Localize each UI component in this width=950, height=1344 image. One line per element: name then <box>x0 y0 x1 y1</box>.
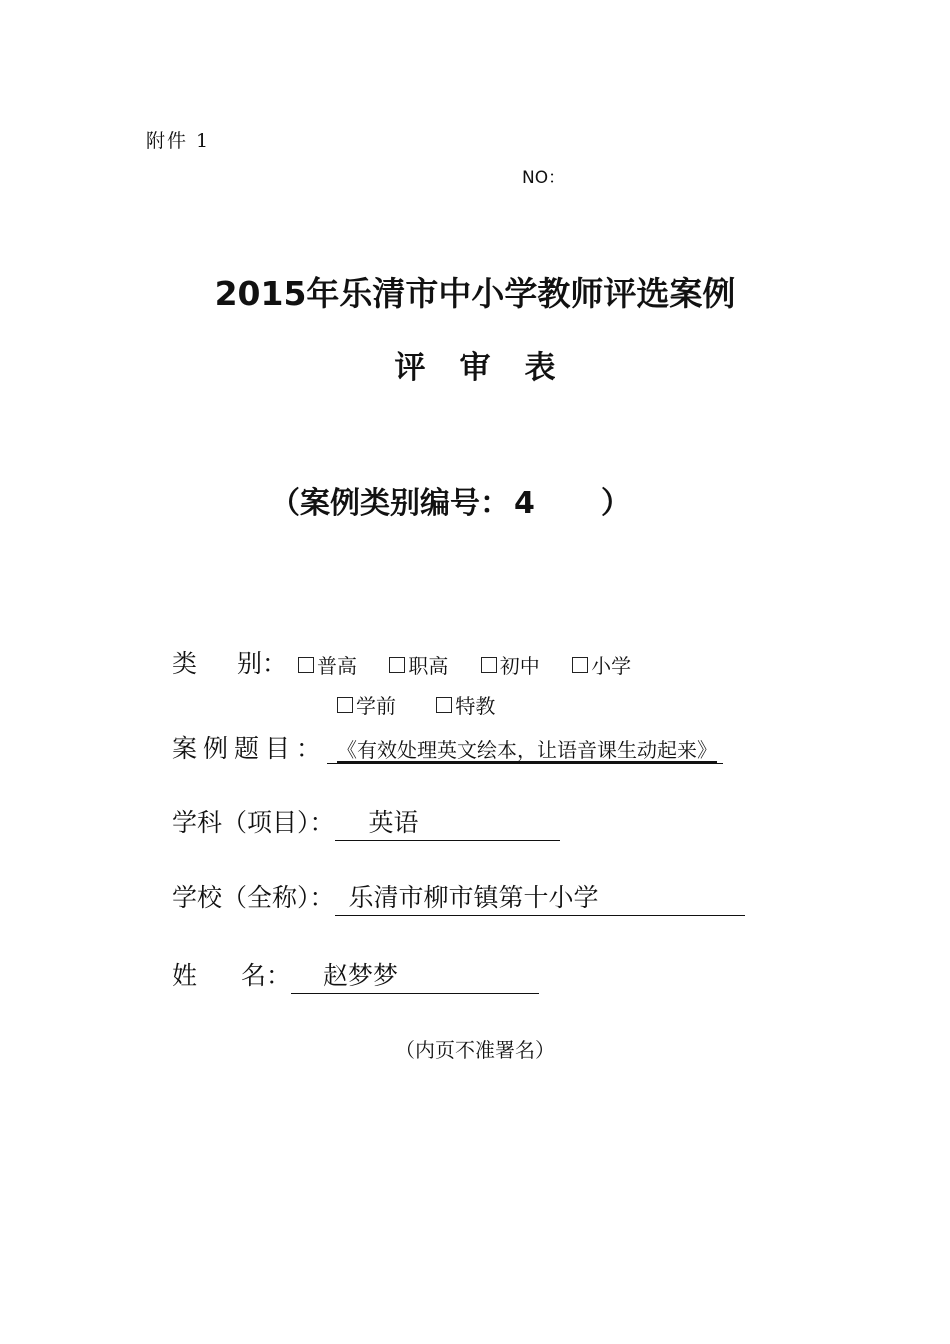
school-row <box>172 878 745 916</box>
category-code-value: 4 <box>514 486 535 521</box>
category-options-row2 <box>337 690 529 719</box>
category-label <box>172 644 287 680</box>
option-label: 职高 <box>408 654 449 678</box>
option-label: 小学 <box>591 654 632 678</box>
name-row <box>172 956 539 994</box>
attachment-label: 附件 1 <box>146 130 211 152</box>
category-code-label: （案例类别编号： <box>270 486 510 521</box>
option-label: 普高 <box>317 654 357 678</box>
option-label: 初中 <box>499 654 540 678</box>
checkbox-icon[interactable] <box>337 697 353 713</box>
document-title: 2015年乐清市中小学教师评选案例 <box>214 274 736 313</box>
option-chuzhong[interactable] <box>481 650 540 679</box>
option-xiaoxue[interactable] <box>572 650 631 679</box>
category-label-b: 别： <box>237 649 288 678</box>
case-title-row <box>172 729 723 765</box>
checkbox-icon[interactable] <box>298 657 314 673</box>
option-tejiao[interactable] <box>436 690 495 719</box>
category-code-close: ） <box>600 486 631 521</box>
checkbox-icon[interactable] <box>436 697 452 713</box>
category-label-a: 类 <box>172 649 198 678</box>
case-title-value[interactable]: 《有效处理英文绘本，让语音课生动起来》 <box>327 734 723 764</box>
subject-label: 学科（项目）： <box>172 808 335 837</box>
category-options-row1 <box>298 650 657 679</box>
checkbox-icon[interactable] <box>572 657 588 673</box>
anonymity-note: （内页不准署名） <box>395 1038 555 1062</box>
document-subtitle: 评审表 <box>394 350 590 386</box>
school-label: 学校（全称）： <box>172 883 335 912</box>
name-label-b: 名： <box>241 961 292 990</box>
option-xueqian[interactable] <box>337 690 396 719</box>
checkbox-icon[interactable] <box>389 657 405 673</box>
category-code <box>270 478 631 522</box>
subject-value[interactable]: 英语 <box>335 803 560 841</box>
checkbox-icon[interactable] <box>481 657 497 673</box>
option-label: 学前 <box>356 694 396 718</box>
name-label-a: 姓 <box>172 961 198 990</box>
school-value[interactable]: 乐清市柳市镇第十小学 <box>335 878 745 916</box>
option-label: 特教 <box>455 694 496 718</box>
name-value[interactable]: 赵梦梦 <box>291 956 539 994</box>
subject-row <box>172 803 560 841</box>
option-zhigao[interactable] <box>389 650 448 679</box>
case-title-label: 案例题目： <box>172 734 328 763</box>
serial-no-label: NO： <box>522 168 566 188</box>
option-putong-gaozhong[interactable] <box>298 650 357 679</box>
